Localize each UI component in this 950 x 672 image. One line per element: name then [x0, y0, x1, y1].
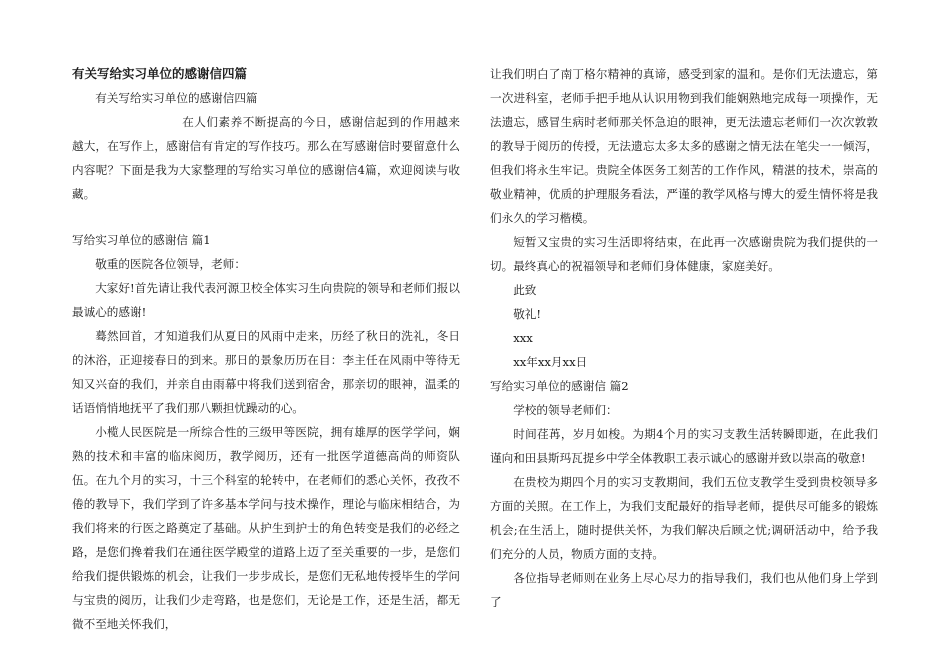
- right-column: [490, 62, 878, 614]
- section1-paragraph-3: 小榄人民医院是一所综合性的三级甲等医院，拥有雄厚的医学学问，娴熟的技术和丰富的临床阅历，教学阅历，还有一批医学道德高尚的师资队伍。在九个月的实习，十三个科室的轮转中，在老师们的悉心关怀，孜孜不倦的教导下，我们学到了许多基本学问与技术操作，理论与临床相结合，为我们将来的行医之路奠定了基础。从护生到护士的角色转变是我们的必经之路，是您们搀着我们在通往医学殿堂的道路上迈了至关重要的一步，是您们给我们提供锻炼的机会，让我们一步步成长，是您们无私地传授毕生的学问与宝贵的阅历，让我们少走弯路，也是您们，无论是工作，还是生活，都无微不至地关怀我们，: [72, 425, 460, 631]
- intro-paragraph: 在人们素养不断提高的今日，感谢信起到的作用越来越大，在写作上，感谢信有肯定的写作技巧。那么在写感谢信时要留意什么内容呢？下面是我为大家整理的写给实习单位的感谢信4篇，欢迎阅读与收藏。: [72, 115, 460, 201]
- section1-paragraph-2: 蓦然回首，才知道我们从夏日的风雨中走来，历经了秋日的洗礼，冬日的沐浴，正迎接春日的到来。那日的景象历历在目：李主任在风雨中等待无知又兴奋的我们，并亲自由雨幕中将我们送到宿舍，那亲切的眼神，温柔的话语悄悄地抚平了我们那八颗担忧躁动的心。: [72, 329, 460, 415]
- signature-date: xx年xx月xx日: [513, 355, 588, 369]
- spacer: [72, 206, 460, 228]
- section1-salutation: 敬重的医院各位领导，老师：: [95, 257, 246, 271]
- section1-continued-paragraph: 让我们明白了南丁格尔精神的真谛，感受到家的温和。是你们无法遗忘，第一次进科室，老师手把手地从认识用物到我们能娴熟地完成每一项操作，无法遗忘，感冒生病时老师那关怀急迫的眼神，更无法遗忘老师们一次次敦敦的教导于阅历的传授，无法遗忘太多太多的感谢之情无法在笔尖一一倾泻，但我们将永生牢记。贵院全体医务工刻苦的工作作风，精湛的技术，崇高的敬业精神，优质的护理服务看法，严谨的教学风格与博大的爱生情怀将是我们永久的学习楷模。: [490, 67, 878, 225]
- section1-paragraph-1: 大家好!首先请让我代表河源卫校全体实习生向贵院的领导和老师们报以最诚心的感谢!: [72, 281, 460, 319]
- section2-salutation: 学校的领导老师们：: [513, 403, 618, 417]
- section2-paragraph-1: 时间荏苒，岁月如梭。为期4个月的实习支教生活转瞬即逝，在此我们谨向和田县斯玛瓦提乡中学全体教职工表示诚心的感谢并致以崇高的敬意!: [490, 427, 878, 465]
- left-column: [72, 62, 460, 636]
- section2-paragraph-3: 各位指导老师则在业务上尽心尽力的指导我们，我们也从他们身上学到了: [490, 571, 878, 609]
- section2-paragraph-2: 在贵校为期四个月的实习支教期间，我们五位支教学生受到贵校领导多方面的关照。在工作上，为我们支配最好的指导老师，提供尽可能多的锻炼机会;在生活上，随时提供关怀，为我们解决后顾之忧;调研活动中，给予我们充分的人员，物质方面的支持。: [490, 475, 878, 561]
- document-title: 有关写给实习单位的感谢信四篇: [72, 66, 248, 81]
- document-subtitle: 有关写给实习单位的感谢信四篇: [95, 91, 258, 105]
- section2-heading: 写给实习单位的感谢信 篇2: [490, 379, 629, 393]
- signature: xxx: [513, 331, 533, 345]
- section1-closing-paragraph: 短暂又宝贵的实习生活即将结束，在此再一次感谢贵院为我们提供的一切。最终真心的祝福领导和老师们身体健康，家庭美好。: [490, 235, 878, 273]
- closing-phrase: 此致: [513, 283, 537, 297]
- section1-heading: 写给实习单位的感谢信 篇1: [72, 233, 211, 247]
- closing-salute: 敬礼!: [513, 307, 542, 321]
